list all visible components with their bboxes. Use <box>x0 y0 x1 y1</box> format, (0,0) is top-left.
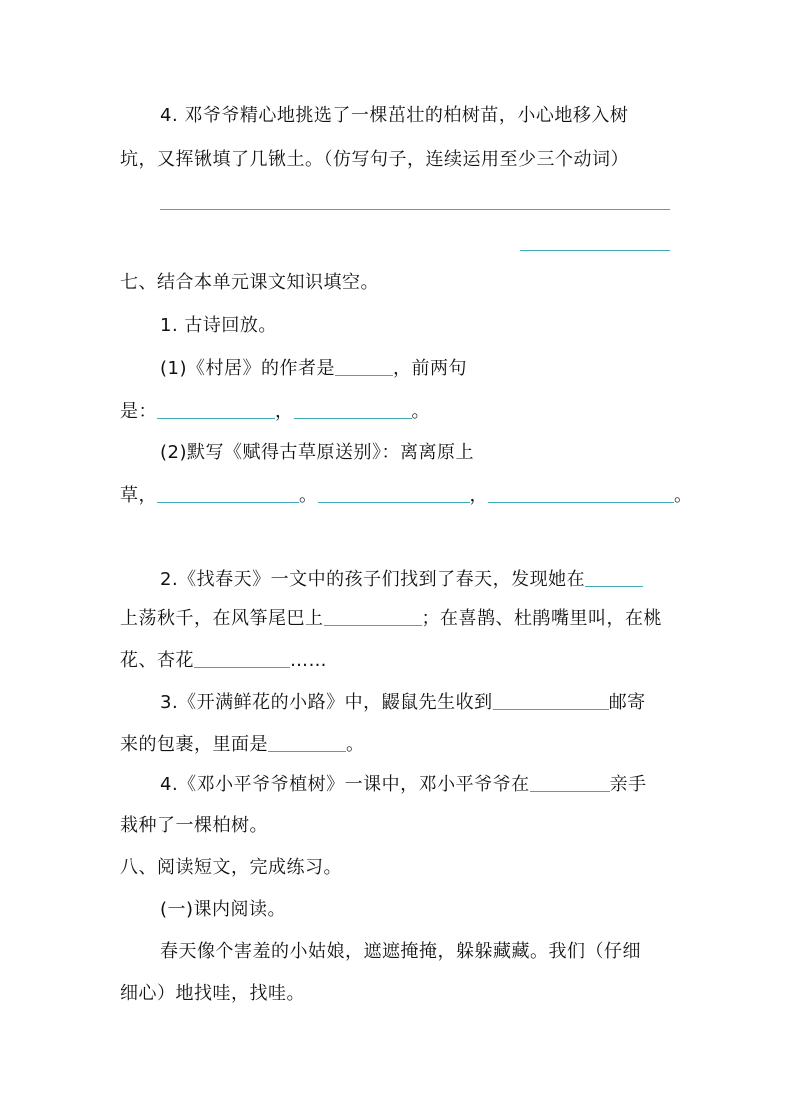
period-1: 。 <box>411 401 430 422</box>
item-1-1-text-c: 是： <box>120 401 157 422</box>
passage-line-2: 细心）地找哇，找哇。 <box>120 983 305 1004</box>
blank-author[interactable] <box>335 355 393 376</box>
ellipsis: …… <box>290 650 327 671</box>
item-3-text-a: 3.《开满鲜花的小路》中，鼹鼠先生收到 <box>160 692 493 713</box>
item-1-2-text-b: 草， <box>120 485 157 506</box>
item-1-1-text-a: (1)《村居》的作者是 <box>160 358 335 379</box>
item-3-line-1 <box>160 689 646 716</box>
item-4-text-a: 4.《邓小平爷爷植树》一课中，邓小平爷爷在 <box>160 774 530 795</box>
comma-1: ， <box>275 401 294 422</box>
blank-spring-2[interactable] <box>324 605 422 626</box>
blank-poem-2-line-1[interactable] <box>157 482 299 503</box>
item-4-line-1 <box>160 771 647 798</box>
blank-spring-3[interactable] <box>194 647 290 668</box>
section-7-heading: 七、结合本单元课文知识填空。 <box>120 272 379 293</box>
section-8-sub: (一)课内阅读。 <box>160 899 287 920</box>
blank-poem-2-line-2[interactable] <box>318 482 470 503</box>
period-3: 。 <box>674 485 693 506</box>
section-8-heading: 八、阅读短文，完成练习。 <box>120 857 342 878</box>
blank-poem-line-2[interactable] <box>294 398 412 419</box>
blank-sender[interactable] <box>493 689 609 710</box>
q4-line-1: 4. 邓爷爷精心地挑选了一棵茁壮的柏树苗，小心地移入树 <box>160 105 629 126</box>
item-1-1-line <box>160 355 467 382</box>
item-4-line-2: 栽种了一棵柏树。 <box>120 815 268 836</box>
item-2-text-a: 2.《找春天》一文中的孩子们找到了春天，发现她在 <box>160 569 586 590</box>
q4-line-2: 坑，又挥锹填了几锹土。（仿写句子，连续运用至少三个动词） <box>120 149 629 170</box>
period-4: 。 <box>346 734 365 755</box>
item-1-2-line-2 <box>120 482 693 509</box>
item-2-line-1 <box>160 566 643 593</box>
blank-place[interactable] <box>530 771 610 792</box>
blank-package-contents[interactable] <box>268 731 346 752</box>
blank-spring-1[interactable] <box>585 566 643 587</box>
item-1-2-line: (2)默写《赋得古草原送别》：离离原上 <box>160 442 474 463</box>
passage-line-1: 春天像个害羞的小姑娘，遮遮掩掩，躲躲藏藏。我们（仔细 <box>160 941 641 962</box>
answer-line-1[interactable] <box>160 209 670 210</box>
item-1-title: 1. 古诗回放。 <box>160 315 277 336</box>
item-2-text-d: 花、杏花 <box>120 650 194 671</box>
item-1-1-line-2 <box>120 398 430 425</box>
item-2-line-3 <box>120 647 327 674</box>
item-1-1-text-b: ，前两句 <box>393 358 467 379</box>
item-4-text-b: 亲手 <box>609 774 647 795</box>
item-3-text-c: 来的包裹，里面是 <box>120 734 268 755</box>
answer-line-2[interactable] <box>520 250 670 251</box>
item-2-text-c: ；在喜鹊、杜鹃嘴里叫，在桃 <box>421 608 662 629</box>
blank-poem-2-line-3[interactable] <box>488 482 674 503</box>
item-3-line-2 <box>120 731 365 758</box>
item-2-text-b: 上荡秋千，在风筝尾巴上 <box>120 608 324 629</box>
item-2-line-2 <box>120 605 662 632</box>
item-3-text-b: 邮寄 <box>608 692 646 713</box>
blank-poem-line-1[interactable] <box>157 398 275 419</box>
period-2: 。 <box>299 485 318 506</box>
comma-2: ， <box>469 485 488 506</box>
